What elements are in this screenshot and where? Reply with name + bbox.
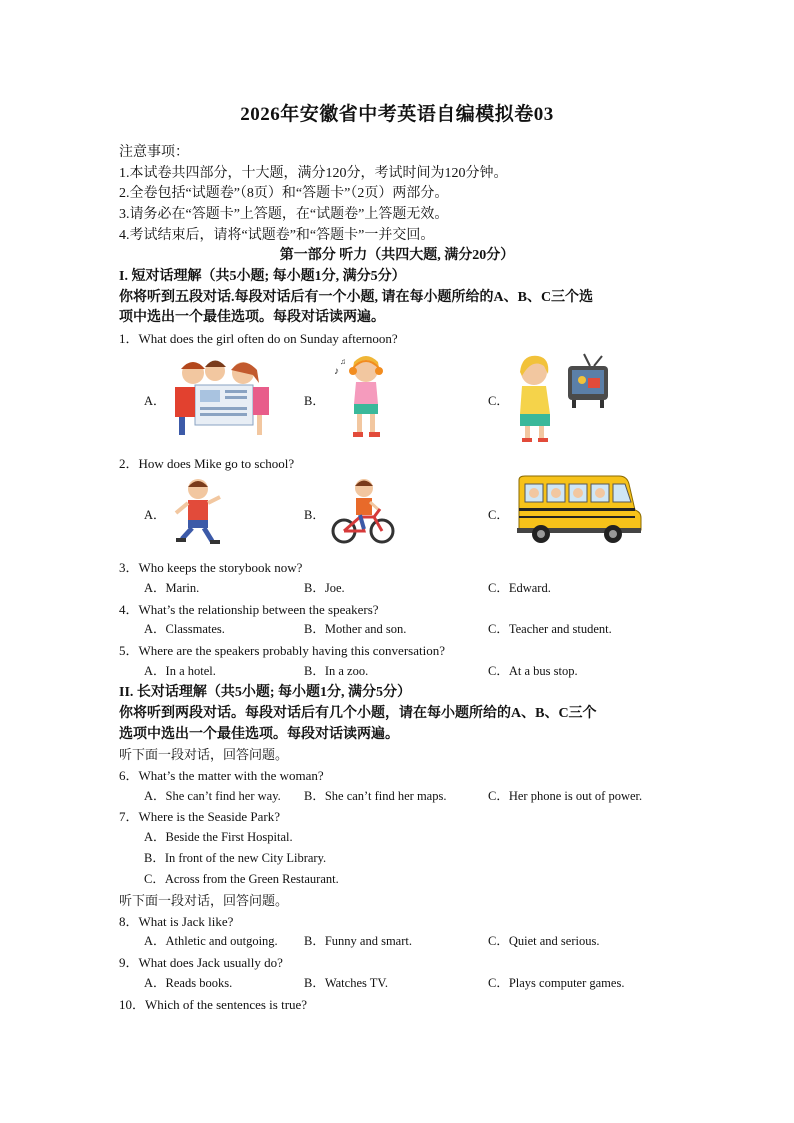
- q2-option-c-label: C．: [488, 508, 509, 522]
- listen-instruction: 听下面一段对话，回答问题。: [119, 747, 289, 762]
- question-2: 2．How does Mike go to school?: [119, 456, 295, 471]
- question-10: 10．Which of the sentences is true?: [119, 997, 308, 1012]
- q2-option-b-label: B．: [304, 508, 325, 522]
- section2-heading: II. 长对话理解（共5小题; 每小题1分, 满分5分）: [119, 685, 412, 700]
- svg-text:♪: ♪: [334, 366, 339, 377]
- q1-option-b-label: B．: [304, 394, 325, 408]
- notice-item: 4.考试结束后，请将“试题卷”和“答题卡”一并交回。: [119, 228, 435, 243]
- q1-option-a-label: A．: [144, 394, 166, 408]
- boy-riding-bike-picture: [330, 477, 396, 547]
- question-3: 3．Who keeps the storybook now?: [119, 560, 303, 575]
- q7-option-b: B．In front of the new City Library.: [144, 851, 327, 865]
- q7-option-a: A．Beside the First Hospital.: [144, 830, 293, 844]
- question-5: 5．Where are the speakers probably having this conversation?: [119, 643, 445, 658]
- svg-text:♫: ♫: [340, 357, 346, 366]
- q3-option-a: A．Marin.: [144, 581, 200, 595]
- girl-with-headphones-picture: [332, 352, 402, 444]
- q5-option-b: B．In a zoo.: [304, 664, 369, 678]
- notice-item: 1.本试卷共四部分，十大题，满分120分，考试时间为120分钟。: [119, 166, 508, 181]
- question-1: 1．What does the girl often do on Sunday afternoon?: [119, 331, 398, 346]
- school-bus-picture: [515, 474, 642, 548]
- q1-option-c-label: C．: [488, 394, 509, 408]
- q8-option-c: C．Quiet and serious.: [488, 934, 600, 948]
- notice-item: 3.请务必在“答题卡”上答题，在“试题卷”上答题无效。: [119, 207, 449, 222]
- q3-option-c: C．Edward.: [488, 581, 551, 595]
- question-8: 8．What is Jack like?: [119, 914, 234, 929]
- question-7: 7．Where is the Seaside Park?: [119, 809, 281, 824]
- listen-instruction: 听下面一段对话，回答问题。: [119, 893, 289, 908]
- q9-option-b: B．Watches TV.: [304, 976, 388, 990]
- notice-item: 2.全卷包括“试题卷”（8页）和“答题卡”（2页）两部分。: [119, 186, 449, 201]
- question-9: 9．What does Jack usually do?: [119, 955, 283, 970]
- section1-instruction: 你将听到五段对话.每段对话后有一个小题, 请在每小题所给的A、B、C三个选: [119, 290, 594, 305]
- question-6: 6．What’s the matter with the woman?: [119, 768, 324, 783]
- section2-instruction: 选项中选出一个最佳选项。每段对话读两遍。: [119, 727, 399, 742]
- notice-heading: 注意事项：: [119, 145, 189, 160]
- q5-option-c: C．At a bus stop.: [488, 664, 578, 678]
- question-4: 4．What’s the relationship between the speakers?: [119, 602, 379, 617]
- q4-option-c: C．Teacher and student.: [488, 622, 612, 636]
- q7-option-c: C．Across from the Green Restaurant.: [144, 872, 339, 886]
- section1-instruction: 项中选出一个最佳选项。每段对话读两遍。: [119, 310, 385, 325]
- part1-heading: 第一部分 听力（共四大题, 满分20分）: [279, 248, 515, 263]
- q4-option-b: B．Mother and son.: [304, 622, 407, 636]
- q9-option-a: A．Reads books.: [144, 976, 233, 990]
- q8-option-b: B．Funny and smart.: [304, 934, 412, 948]
- girl-watching-tv-picture: [512, 352, 612, 444]
- boy-running-picture: [170, 477, 226, 547]
- q5-option-a: A．In a hotel.: [144, 664, 216, 678]
- page-title: 2026年安徽省中考英语自编模拟卷03: [240, 104, 554, 125]
- section1-heading: I. 短对话理解（共5小题; 每小题1分, 满分5分）: [119, 269, 406, 284]
- q4-option-a: A．Classmates.: [144, 622, 225, 636]
- q6-option-b: B．She can’t find her maps.: [304, 789, 447, 803]
- q6-option-c: C．Her phone is out of power.: [488, 789, 643, 803]
- q2-option-a-label: A．: [144, 508, 166, 522]
- q6-option-a: A．She can’t find her way.: [144, 789, 281, 803]
- q8-option-a: A．Athletic and outgoing.: [144, 934, 278, 948]
- q3-option-b: B．Joe.: [304, 581, 345, 595]
- children-reading-newspaper-picture: [165, 355, 275, 440]
- q9-option-c: C．Plays computer games.: [488, 976, 625, 990]
- section2-instruction: 你将听到两段对话。每段对话后有几个小题，请在每小题所给的A、B、C三个: [119, 706, 597, 721]
